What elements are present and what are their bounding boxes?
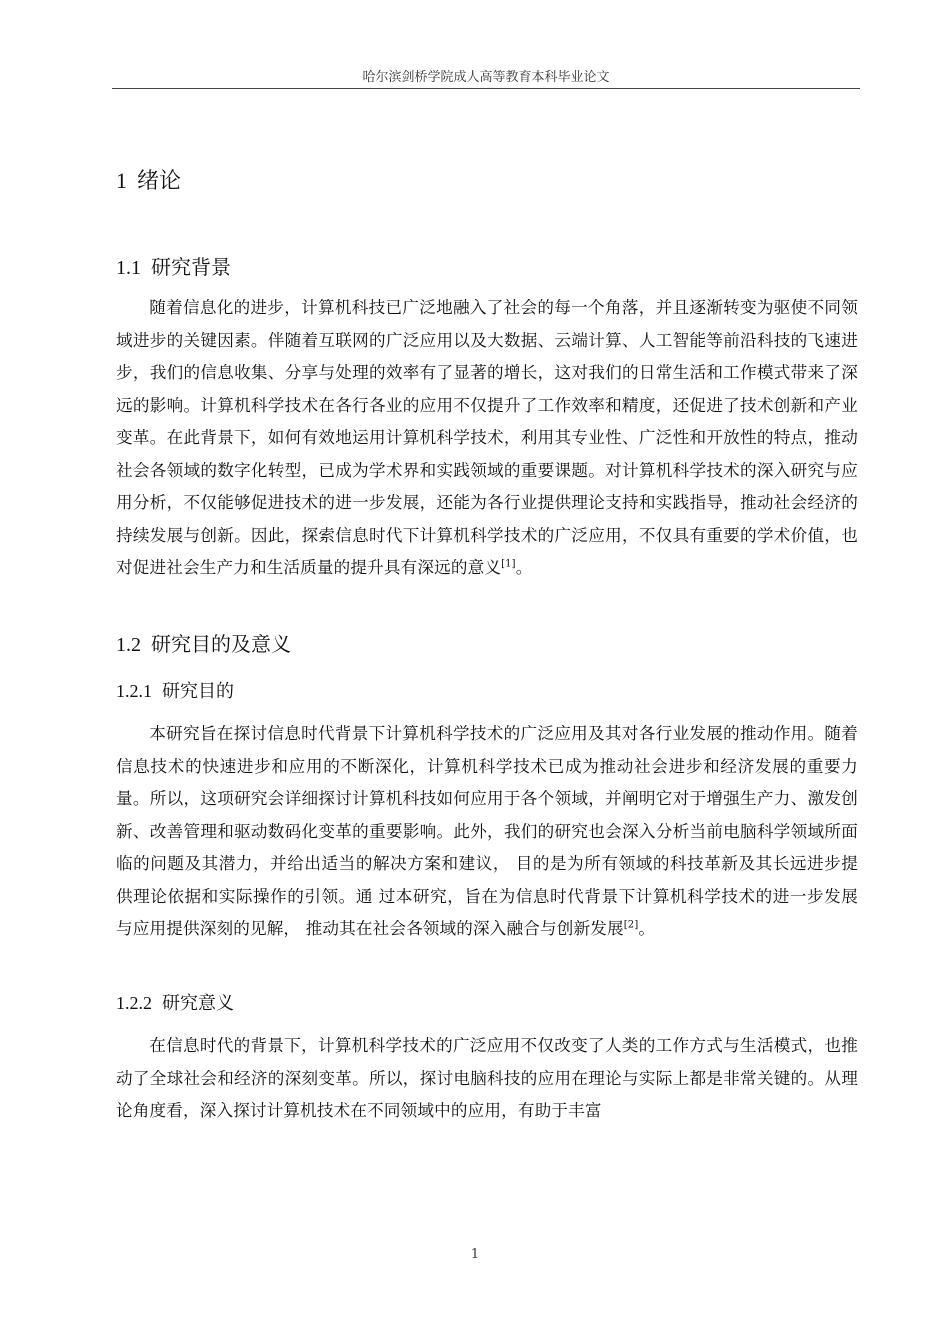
chapter-title: 绪论: [137, 169, 182, 194]
section-1-2-1-paragraph: [116, 718, 858, 946]
section-1-1-end: 。: [515, 558, 533, 577]
section-1-1-text: 随着信息化的进步，计算机科技已广泛地融入了社会的每一个角落，并且逐渐转变为驱使不同领域进步的关键因素。伴随着互联网的广泛应用以及大数据、云端计算、人工智能等前沿科技的飞速进步，我们的信息收集、分享与处理的效率有了显著的增长，这对我们的日常生活和工作模式带来了深远的影响。计算机科学技术在各行各业的应用不仅提升了工作效率和精度，还促进了技术创新和产业变革。在此背景下，如何有效地运用计算机科学技术，利用其专业性、广泛性和开放性的特点，推动社会各领域的数字化转型，已成为学术界和实践领域的重要课题。对计算机科学技术的深入研究与应用分析，不仅能够促进技术的进一步发展，还能为各行业提供理论支持和实践指导，推动社会经济的持续发展与创新。因此，探索信息时代下计算机科学技术的广泛应用，不仅具有重要的学术价值，也对促进社会生产力和生活质量的提升具有深远的意义: [116, 298, 858, 577]
section-1-2-1-number: 1.2.1: [116, 681, 152, 701]
citation-2: [2]: [623, 919, 639, 931]
section-1-2-2-heading: [116, 989, 234, 1015]
section-1-1-heading: [116, 251, 231, 280]
header-rule: [112, 88, 860, 89]
section-1-2-1-heading: [116, 677, 234, 703]
section-1-2-2-title: 研究意义: [162, 993, 234, 1014]
chapter-heading: [116, 164, 181, 195]
page-number: 1: [470, 1247, 480, 1262]
citation-1: [1]: [501, 558, 516, 570]
section-1-2-1-text: 本研究旨在探讨信息时代背景下计算机科学技术的广泛应用及其对各行业发展的推动作用。随着信息技术的快速进步和应用的不断深化，计算机科学技术已成为推动社会进步和经济发展的重要力量。所以，这项研究会详细探讨计算机科技如何应用于各个领域，并阐明它对于增强生产力、激发创新、改善管理和驱动数码化变革的重要影响。此外，我们的研究也会深入分析当前电脑科学领域所面临的问题及其潜力，并给出适当的解决方案和建议， 目的是为所有领域的科技革新及其长远进步提供理论依据和实际操作的引领。通 过本研究，旨在为信息时代背景下计算机科学技术的进一步发展与应用提供深刻的见解， 推动其在社会各领域的深入融合与创新发展: [116, 724, 858, 938]
section-1-1-title: 研究背景: [151, 255, 231, 279]
section-1-2-2-paragraph: [116, 1030, 858, 1128]
chapter-number: 1: [116, 168, 127, 193]
section-1-1-number: 1.1: [116, 257, 141, 279]
section-1-2-1-title: 研究目的: [162, 681, 234, 702]
section-1-2-title: 研究目的及意义: [151, 632, 291, 656]
section-1-2-1-end: 。: [638, 919, 656, 938]
section-1-2-heading: [116, 628, 291, 657]
section-1-2-2-text: 在信息时代的背景下，计算机科学技术的广泛应用不仅改变了人类的工作方式与生活模式，也推动了全球社会和经济的深刻变革。所以，探讨电脑科技的应用在理论与实际上都是非常关键的。从理论角度看，深入探讨计算机技术在不同领域中的应用，有助于丰富: [116, 1036, 858, 1120]
section-1-2-number: 1.2: [116, 634, 141, 656]
section-1-2-2-number: 1.2.2: [116, 993, 152, 1013]
running-header: 哈尔滨剑桥学院成人高等教育本科毕业论文: [362, 70, 610, 85]
section-1-1-paragraph: [116, 292, 858, 585]
